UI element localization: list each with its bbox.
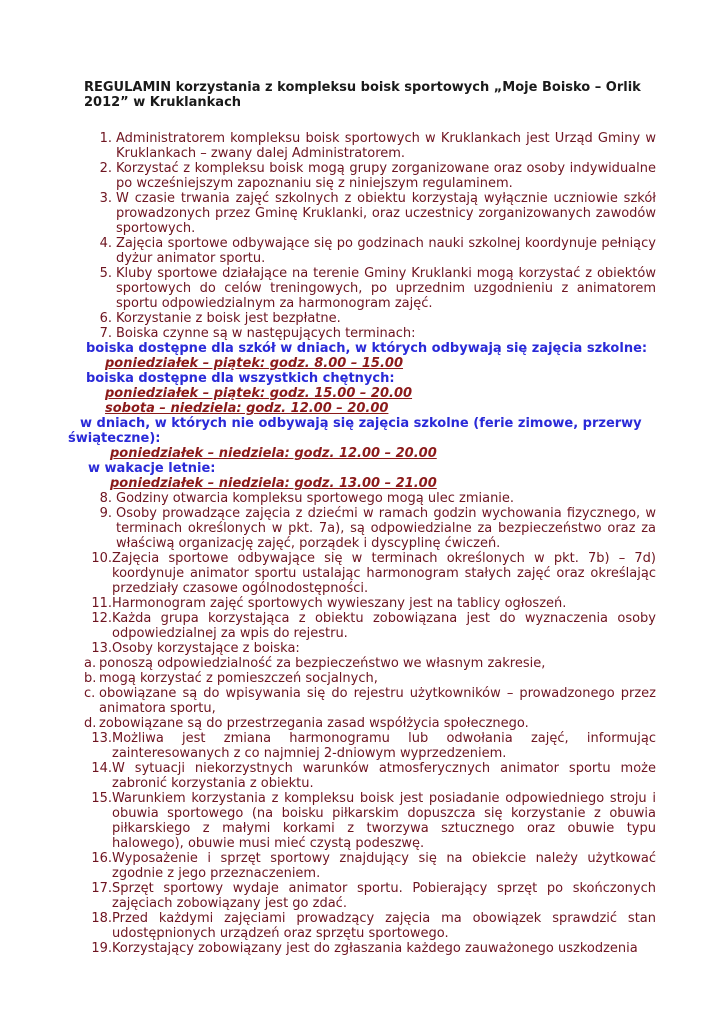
- rule-text: Zajęcia sportowe odbywające się po godzinach nauki szkolnej koordynuje pełniący dyżur animator sportu.: [116, 236, 656, 266]
- rule-item: [84, 326, 656, 341]
- schedule-all-weekend-hours: sobota – niedziela: godz. 12.00 – 20.00: [105, 401, 389, 416]
- rule-text: Harmonogram zajęć sportowych wywieszany jest na tablicy ogłoszeń.: [112, 596, 567, 611]
- rule-text: Osoby prowadzące zajęcia z dziećmi w ramach godzin wychowania fizycznego, w terminach określonych w pkt. 7a), są odpowiedzialne za bezpieczeństwo oraz za właściwą organizację zajęć, porządek i dyscyplinę ćwiczeń.: [116, 506, 656, 551]
- rule-number: 13.: [91, 731, 112, 746]
- rule-number: 5.: [99, 266, 112, 281]
- rule-item: [84, 131, 656, 161]
- rule-item: [84, 551, 656, 596]
- schedule-all-weekday-hours: poniedziałek – piątek: godz. 15.00 – 20.00: [105, 386, 413, 401]
- rule-item: [84, 596, 656, 611]
- rule-item: [84, 161, 656, 191]
- rule-text: Godziny otwarcia kompleksu sportowego mogą ulec zmianie.: [116, 491, 515, 506]
- schedule-section: [0, 341, 656, 491]
- rule-item: [84, 191, 656, 236]
- schedule-summer-heading: w wakacje letnie:: [88, 461, 216, 476]
- rule-number: 9.: [99, 506, 112, 521]
- rule-text: Każda grupa korzystająca z obiektu zobowiązana jest do wyznaczenia osoby odpowiedzialnej za wpis do rejestru.: [112, 611, 656, 641]
- rule-number: 13.: [91, 641, 112, 656]
- rule-item: [84, 791, 656, 851]
- rule-number: c.: [84, 686, 96, 701]
- rule-item: [84, 311, 656, 326]
- rule-text: Zajęcia sportowe odbywające się w terminach określonych w pkt. 7b) – 7d) koordynuje animator sportu ustalając harmonogram stałych zajęć oraz określając przedziały czasowe ogólnodostępności.: [112, 551, 656, 596]
- rule-text: zobowiązane są do przestrzegania zasad współżycia społecznego.: [99, 716, 529, 731]
- rule-text: Korzystający zobowiązany jest do zgłaszania każdego zauważonego uszkodzenia: [112, 941, 638, 956]
- rule-item: [84, 266, 656, 311]
- rule-text: Osoby korzystające z boiska:: [112, 641, 300, 656]
- sub-list-item: [84, 686, 656, 716]
- rule-text: Korzystanie z boisk jest bezpłatne.: [116, 311, 341, 326]
- rule-number: 1.: [99, 131, 112, 146]
- rule-number: a.: [84, 656, 97, 671]
- schedule-no-school-heading: w dniach, w których nie odbywają się zajęcia szkolne (ferie zimowe, przerwy: [80, 416, 642, 431]
- document-title: REGULAMIN korzystania z kompleksu boisk sportowych „Moje Boisko – Orlik 2012” w Kruklankach: [84, 80, 641, 110]
- rule-text: Przed każdymi zajęciami prowadzący zajęcia ma obowiązek sprawdzić stan udostępnionych urządzeń oraz sprzętu sportowego.: [112, 911, 656, 941]
- rule-text: Warunkiem korzystania z kompleksu boisk jest posiadanie odpowiedniego stroju i obuwia sportowego (na boisku piłkarskim dopuszcza się korzystanie z obuwia piłkarskiego z małymi korkami z tworzywa sztucznego oraz obuwie typu halowego), obuwie musi mieć czystą podeszwę.: [112, 791, 656, 851]
- rule-item: [84, 941, 656, 956]
- rule-number: 14.: [91, 761, 112, 776]
- rule-number: 18.: [91, 911, 112, 926]
- rule-number: 16.: [91, 851, 112, 866]
- rule-number: d.: [84, 716, 97, 731]
- rule-text: ponoszą odpowiedzialność za bezpieczeństwo we własnym zakresie,: [99, 656, 546, 671]
- rule-number: 12.: [91, 611, 112, 626]
- rule-number: 10.: [91, 551, 112, 566]
- rule-number: 17.: [91, 881, 112, 896]
- rule-text: Boiska czynne są w następujących terminach:: [116, 326, 416, 341]
- schedule-no-school-hours: poniedziałek – niedziela: godz. 12.00 – 20.00: [110, 446, 437, 461]
- rule-item: [84, 611, 656, 641]
- rule-number: 4.: [99, 236, 112, 251]
- rule-item: [84, 731, 656, 761]
- rule-item: [84, 506, 656, 551]
- rule-text: Sprzęt sportowy wydaje animator sportu. Pobierający sprzęt po skończonych zajęciach zobowiązany jest go zdać.: [112, 881, 656, 911]
- rule-item: [84, 236, 656, 266]
- rule-number: 7.: [99, 326, 112, 341]
- rule-item: [84, 851, 656, 881]
- rule-text: W sytuacji niekorzystnych warunków atmosferycznych animator sportu może zabronić korzystania z obiektu.: [112, 761, 656, 791]
- rule-number: 3.: [99, 191, 112, 206]
- rule-number: 11.: [91, 596, 112, 611]
- rule-number: 2.: [99, 161, 112, 176]
- sub-list-item: [84, 716, 656, 731]
- rules-list: [68, 131, 656, 956]
- rule-number: b.: [84, 671, 97, 686]
- schedule-no-school-heading-cont: świąteczne):: [68, 431, 161, 446]
- rule-text: Kluby sportowe działające na terenie Gminy Kruklanki mogą korzystać z obiektów sportowych do celów treningowych, po uprzednim uzgodnieniu z animatorem sportu odpowiedzialnym za harmonogram zajęć.: [116, 266, 656, 311]
- schedule-school-heading: boiska dostępne dla szkół w dniach, w których odbywają się zajęcia szkolne:: [86, 341, 648, 356]
- rule-text: Korzystać z kompleksu boisk mogą grupy zorganizowane oraz osoby indywidualne po wcześniejszym zapoznaniu się z niniejszym regulaminem.: [116, 161, 656, 191]
- schedule-all-heading: boiska dostępne dla wszystkich chętnych:: [86, 371, 395, 386]
- rule-item: [84, 911, 656, 941]
- rule-text: mogą korzystać z pomieszczeń socjalnych,: [99, 671, 378, 686]
- rule-text: obowiązane są do wpisywania się do rejestru użytkowników – prowadzonego przez animatora sportu,: [99, 686, 656, 716]
- rule-text: Wyposażenie i sprzęt sportowy znajdujący się na obiekcie należy użytkować zgodnie z jego przeznaczeniem.: [112, 851, 656, 881]
- rule-text: W czasie trwania zajęć szkolnych z obiektu korzystają wyłącznie uczniowie szkół prowadzonych przez Gminę Kruklanki, oraz uczestnicy zorganizowanych zawodów sportowych.: [116, 191, 656, 236]
- rule-text: Administratorem kompleksu boisk sportowych w Kruklankach jest Urząd Gminy w Kruklankach – zwany dalej Administratorem.: [116, 131, 656, 161]
- rule-text: Możliwa jest zmiana harmonogramu lub odwołania zajęć, informując zainteresowanych z co najmniej 2-dniowym wyprzedzeniem.: [112, 731, 656, 761]
- schedule-school-hours: poniedziałek – piątek: godz. 8.00 – 15.00: [105, 356, 404, 371]
- sub-list-item: [84, 671, 656, 686]
- rule-number: 8.: [99, 491, 112, 506]
- rule-number: 6.: [99, 311, 112, 326]
- rule-item: [84, 761, 656, 791]
- rule-item: [84, 641, 656, 656]
- rule-number: 19.: [91, 941, 112, 956]
- schedule-summer-hours: poniedziałek – niedziela: godz. 13.00 – 21.00: [110, 476, 437, 491]
- sub-list-item: [84, 656, 656, 671]
- rule-number: 15.: [91, 791, 112, 806]
- rule-item: [84, 491, 656, 506]
- rule-item: [84, 881, 656, 911]
